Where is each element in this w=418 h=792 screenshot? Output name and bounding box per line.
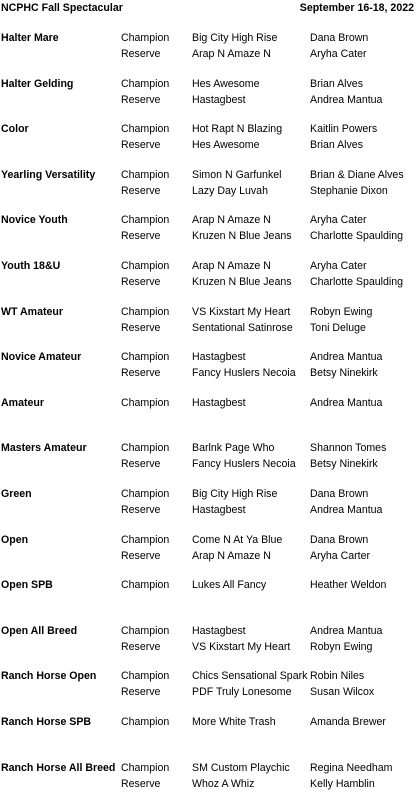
horse-name: Kruzen N Blue Jeans bbox=[192, 230, 292, 243]
result-row bbox=[0, 623, 418, 639]
class-name: Open All Breed bbox=[1, 624, 78, 637]
horse-name: Barlnk Page Who bbox=[192, 442, 275, 455]
class-name: Open SPB bbox=[1, 579, 53, 592]
result-row bbox=[0, 212, 418, 228]
class-name: Masters Amateur bbox=[1, 442, 87, 455]
person-name: Regina Needham bbox=[310, 761, 393, 774]
horse-name: More White Trash bbox=[192, 716, 276, 728]
horse-name: Hes Awesome bbox=[192, 77, 260, 90]
award-label: Champion bbox=[121, 624, 170, 637]
result-row bbox=[0, 258, 418, 274]
horse-name: Hot Rapt N Blazing bbox=[192, 123, 283, 136]
award-label: Reserve bbox=[121, 48, 161, 60]
result-row bbox=[0, 639, 418, 655]
class-name: Ranch Horse All Breed bbox=[1, 761, 116, 774]
result-row bbox=[0, 440, 418, 456]
horse-name: Arap N Amaze N bbox=[192, 549, 271, 562]
horse-name: Hastagbest bbox=[192, 351, 246, 364]
result-row bbox=[0, 320, 418, 336]
horse-name: Sentational Satinrose bbox=[192, 321, 293, 334]
result-row bbox=[0, 760, 418, 776]
horse-name: Arap N Amaze N bbox=[192, 48, 271, 60]
horse-name: VS Kixstart My Heart bbox=[192, 305, 291, 318]
class-name: Ranch Horse Open bbox=[1, 670, 97, 683]
horse-name: Arap N Amaze N bbox=[192, 260, 271, 272]
result-row bbox=[0, 684, 418, 700]
result-row bbox=[0, 776, 418, 792]
class-name: Halter Mare bbox=[1, 32, 59, 44]
person-name: Robyn Ewing bbox=[310, 305, 373, 318]
class-name: Youth 18&U bbox=[1, 260, 61, 272]
result-row bbox=[0, 92, 418, 108]
person-name: Andrea Mantua bbox=[310, 396, 383, 409]
result-row bbox=[0, 304, 418, 320]
person-name: Dana Brown bbox=[310, 533, 369, 546]
award-label: Reserve bbox=[121, 276, 161, 288]
horse-name: Hastagbest bbox=[192, 93, 246, 106]
horse-name: PDF Truly Lonesome bbox=[192, 686, 292, 699]
result-row bbox=[0, 395, 418, 411]
award-label: Champion bbox=[121, 396, 170, 409]
class-name: Yearling Versatility bbox=[1, 168, 96, 181]
award-label: Champion bbox=[121, 488, 170, 500]
class-name: WT Amateur bbox=[1, 305, 63, 318]
person-name: Charlotte Spaulding bbox=[310, 276, 404, 288]
person-name: Shannon Tomes bbox=[310, 442, 387, 455]
award-label: Reserve bbox=[121, 458, 161, 471]
award-label: Champion bbox=[121, 761, 170, 774]
horse-name: Hastagbest bbox=[192, 396, 246, 409]
result-row bbox=[0, 548, 418, 564]
person-name: Stephanie Dixon bbox=[310, 184, 388, 197]
horse-name: Big City High Rise bbox=[192, 32, 278, 44]
award-label: Reserve bbox=[121, 777, 161, 790]
award-label: Champion bbox=[121, 533, 170, 546]
award-label: Reserve bbox=[121, 504, 161, 516]
result-row bbox=[0, 76, 418, 92]
person-name: Charlotte Spaulding bbox=[310, 230, 404, 243]
horse-name: Simon N Garfunkel bbox=[192, 168, 282, 181]
person-name: Robin Niles bbox=[310, 670, 365, 683]
result-row bbox=[0, 46, 418, 62]
award-label: Champion bbox=[121, 32, 170, 44]
page-header bbox=[0, 0, 418, 16]
person-name: Aryha Cater bbox=[310, 214, 367, 227]
result-row bbox=[0, 502, 418, 518]
horse-name: Hes Awesome bbox=[192, 139, 260, 152]
person-name: Kaitlin Powers bbox=[310, 123, 378, 136]
class-name: Novice Amateur bbox=[1, 351, 82, 364]
horse-name: Lukes All Fancy bbox=[192, 579, 267, 592]
award-label: Reserve bbox=[121, 230, 161, 243]
award-label: Champion bbox=[121, 77, 170, 90]
award-label: Reserve bbox=[121, 139, 161, 152]
result-row bbox=[0, 183, 418, 199]
award-label: Champion bbox=[121, 442, 170, 455]
person-name: Aryha Cater bbox=[310, 48, 367, 60]
award-label: Reserve bbox=[121, 640, 161, 653]
person-name: Amanda Brewer bbox=[310, 716, 386, 728]
award-label: Reserve bbox=[121, 549, 161, 562]
horse-name: Fancy Huslers Necoia bbox=[192, 458, 296, 471]
horse-name: Arap N Amaze N bbox=[192, 214, 271, 227]
award-label: Champion bbox=[121, 168, 170, 181]
award-label: Champion bbox=[121, 260, 170, 272]
result-row bbox=[0, 349, 418, 365]
result-row bbox=[0, 274, 418, 290]
award-label: Reserve bbox=[121, 321, 161, 334]
award-label: Champion bbox=[121, 305, 170, 318]
horse-name: Whoz A Whiz bbox=[192, 777, 255, 790]
award-label: Champion bbox=[121, 716, 170, 728]
award-label: Champion bbox=[121, 123, 170, 136]
person-name: Aryha Carter bbox=[310, 549, 371, 562]
event-dates: September 16-18, 2022 bbox=[299, 2, 414, 14]
horse-name: Lazy Day Luvah bbox=[192, 184, 268, 197]
person-name: Aryha Cater bbox=[310, 260, 367, 272]
horse-name: Chics Sensational Spark bbox=[192, 670, 308, 683]
result-row bbox=[0, 577, 418, 593]
result-row bbox=[0, 167, 418, 183]
person-name: Brian & Diane Alves bbox=[310, 168, 404, 181]
result-row bbox=[0, 228, 418, 244]
person-name: Betsy Ninekirk bbox=[310, 367, 378, 380]
horse-name: Come N At Ya Blue bbox=[192, 533, 283, 546]
class-name: Green bbox=[1, 488, 32, 500]
person-name: Andrea Mantua bbox=[310, 93, 383, 106]
class-name: Ranch Horse SPB bbox=[1, 716, 92, 728]
person-name: Betsy Ninekirk bbox=[310, 458, 378, 471]
person-name: Kelly Hamblin bbox=[310, 777, 375, 790]
person-name: Dana Brown bbox=[310, 32, 369, 44]
award-label: Reserve bbox=[121, 686, 161, 699]
class-name: Novice Youth bbox=[1, 214, 68, 227]
horse-name: VS Kixstart My Heart bbox=[192, 640, 291, 653]
event-title: NCPHC Fall Spectacular bbox=[1, 2, 123, 14]
person-name: Brian Alves bbox=[310, 77, 363, 90]
person-name: Dana Brown bbox=[310, 488, 369, 500]
award-label: Champion bbox=[121, 670, 170, 683]
class-name: Open bbox=[1, 533, 29, 546]
person-name: Heather Weldon bbox=[310, 579, 387, 592]
class-name: Color bbox=[1, 123, 29, 136]
result-row bbox=[0, 532, 418, 548]
person-name: Andrea Mantua bbox=[310, 351, 383, 364]
horse-name: Fancy Huslers Necoia bbox=[192, 367, 296, 380]
award-label: Reserve bbox=[121, 93, 161, 106]
class-name: Halter Gelding bbox=[1, 77, 74, 90]
horse-name: Big City High Rise bbox=[192, 488, 278, 500]
person-name: Robyn Ewing bbox=[310, 640, 373, 653]
result-row bbox=[0, 30, 418, 46]
person-name: Andrea Mantua bbox=[310, 624, 383, 637]
result-row bbox=[0, 486, 418, 502]
result-row bbox=[0, 456, 418, 472]
horse-name: Hastagbest bbox=[192, 504, 246, 516]
person-name: Brian Alves bbox=[310, 139, 363, 152]
horse-name: Kruzen N Blue Jeans bbox=[192, 276, 292, 288]
horse-name: Hastagbest bbox=[192, 624, 246, 637]
person-name: Susan Wilcox bbox=[310, 686, 375, 699]
award-label: Champion bbox=[121, 214, 170, 227]
class-name: Amateur bbox=[1, 396, 44, 409]
award-label: Champion bbox=[121, 579, 170, 592]
result-row bbox=[0, 137, 418, 153]
result-row bbox=[0, 121, 418, 137]
award-label: Champion bbox=[121, 351, 170, 364]
award-label: Reserve bbox=[121, 184, 161, 197]
result-row bbox=[0, 714, 418, 730]
award-label: Reserve bbox=[121, 367, 161, 380]
horse-name: SM Custom Playchic bbox=[192, 761, 290, 774]
person-name: Andrea Mantua bbox=[310, 504, 383, 516]
result-row bbox=[0, 365, 418, 381]
result-row bbox=[0, 668, 418, 684]
person-name: Toni Deluge bbox=[310, 321, 366, 334]
